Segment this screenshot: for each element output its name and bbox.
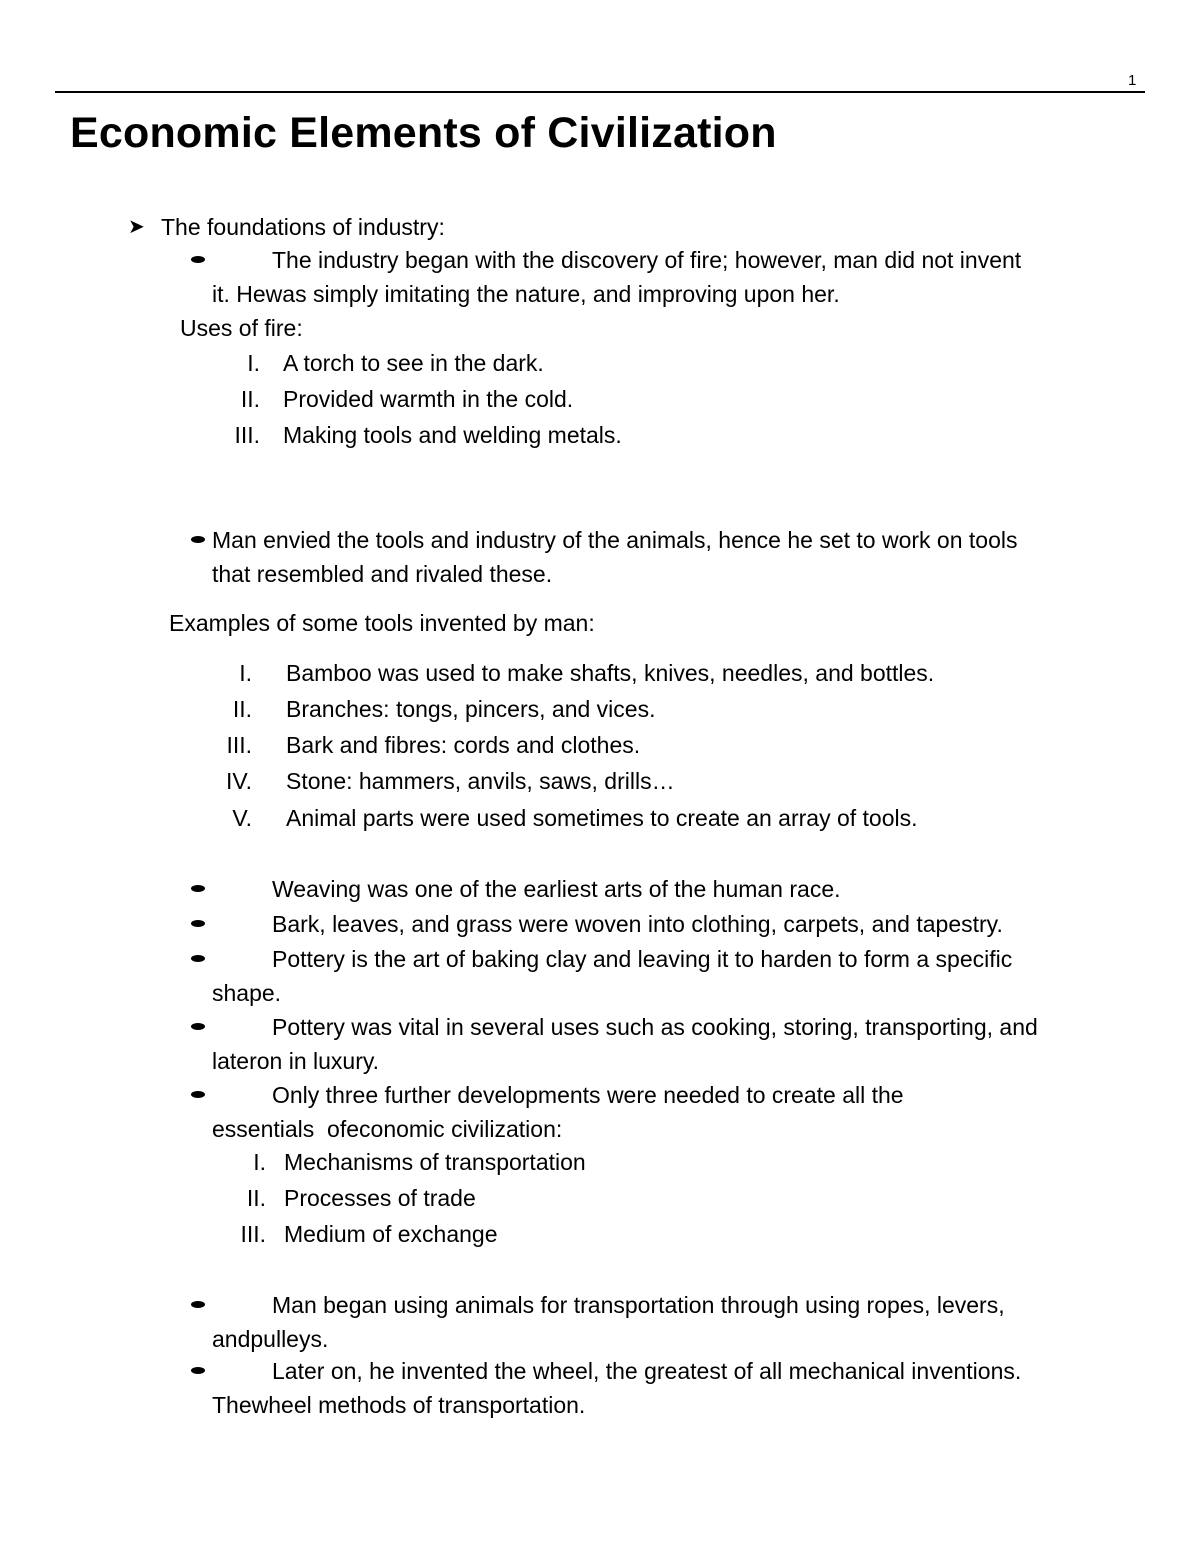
bullet-icon [191, 920, 205, 927]
uses-heading: Uses of fire: [180, 315, 303, 341]
examples-item: Branches: tongs, pincers, and vices. [286, 696, 656, 722]
bullet-icon [191, 536, 205, 543]
bullet-icon [191, 1367, 205, 1374]
developments-numeral: II. [246, 1185, 266, 1211]
examples-item: Bamboo was used to make shafts, knives, needles, and bottles. [286, 660, 935, 686]
bullet-icon [191, 256, 205, 263]
developments-numeral: I. [253, 1149, 266, 1175]
examples-item: Animal parts were used sometimes to create an array of tools. [286, 805, 918, 831]
bullet-icon [191, 1091, 205, 1098]
examples-numeral: II. [232, 696, 252, 722]
uses-numeral: II. [240, 386, 260, 412]
examples-numeral: V. [232, 805, 252, 831]
examples-numeral: III. [226, 732, 252, 758]
arts-bullet-cont: essentials ofeconomic civilization: [212, 1116, 563, 1142]
examples-numeral: IV. [225, 768, 252, 794]
transport-bullet-text: Later on, he invented the wheel, the greatest of all mechanical inventions. [272, 1358, 1022, 1384]
envy-bullet-cont: that resembled and rivaled these. [212, 561, 553, 587]
arrow-bullet-icon: ➤ [128, 216, 145, 238]
developments-numeral: III. [240, 1221, 266, 1247]
fire-bullet-cont: it. Hewas simply imitating the nature, and improving upon her. [212, 281, 840, 307]
arts-bullet-cont: lateron in luxury. [212, 1048, 380, 1074]
transport-bullet-text: Man began using animals for transportation through using ropes, levers, [272, 1292, 1005, 1318]
bullet-icon [191, 1301, 205, 1308]
bullet-icon [191, 885, 205, 892]
examples-numeral: I. [239, 660, 252, 686]
bullet-icon [191, 1023, 205, 1030]
envy-bullet-text: Man envied the tools and industry of the animals, hence he set to work on tools [212, 527, 1018, 553]
transport-bullet-cont: Thewheel methods of transportation. [212, 1392, 586, 1418]
examples-item: Stone: hammers, anvils, saws, drills… [286, 768, 675, 794]
arts-bullet-text: Pottery is the art of baking clay and leaving it to harden to form a specific [272, 946, 1013, 972]
developments-item: Mechanisms of transportation [284, 1149, 586, 1175]
page-number: 1 [1128, 72, 1137, 89]
uses-item: A torch to see in the dark. [283, 350, 544, 376]
transport-bullet-cont: andpulleys. [212, 1326, 329, 1352]
uses-item: Provided warmth in the cold. [283, 386, 574, 412]
arts-bullet-text: Only three further developments were needed to create all the [272, 1082, 904, 1108]
developments-item: Medium of exchange [284, 1221, 498, 1247]
uses-item: Making tools and welding metals. [283, 422, 622, 448]
header-rule [55, 91, 1145, 93]
arts-bullet-text: Bark, leaves, and grass were woven into clothing, carpets, and tapestry. [272, 911, 1003, 937]
uses-numeral: III. [234, 422, 260, 448]
fire-bullet-text: The industry began with the discovery of fire; however, man did not invent [272, 247, 1022, 273]
arts-bullet-text: Pottery was vital in several uses such as cooking, storing, transporting, and [272, 1014, 1038, 1040]
examples-heading: Examples of some tools invented by man: [169, 610, 595, 636]
examples-item: Bark and fibres: cords and clothes. [286, 732, 641, 758]
page-title: Economic Elements of Civilization [70, 109, 777, 157]
foundations-heading: The foundations of industry: [161, 214, 445, 240]
arts-bullet-cont: shape. [212, 980, 282, 1006]
developments-item: Processes of trade [284, 1185, 476, 1211]
bullet-icon [191, 955, 205, 962]
uses-numeral: I. [247, 350, 260, 376]
arts-bullet-text: Weaving was one of the earliest arts of the human race. [272, 876, 841, 902]
